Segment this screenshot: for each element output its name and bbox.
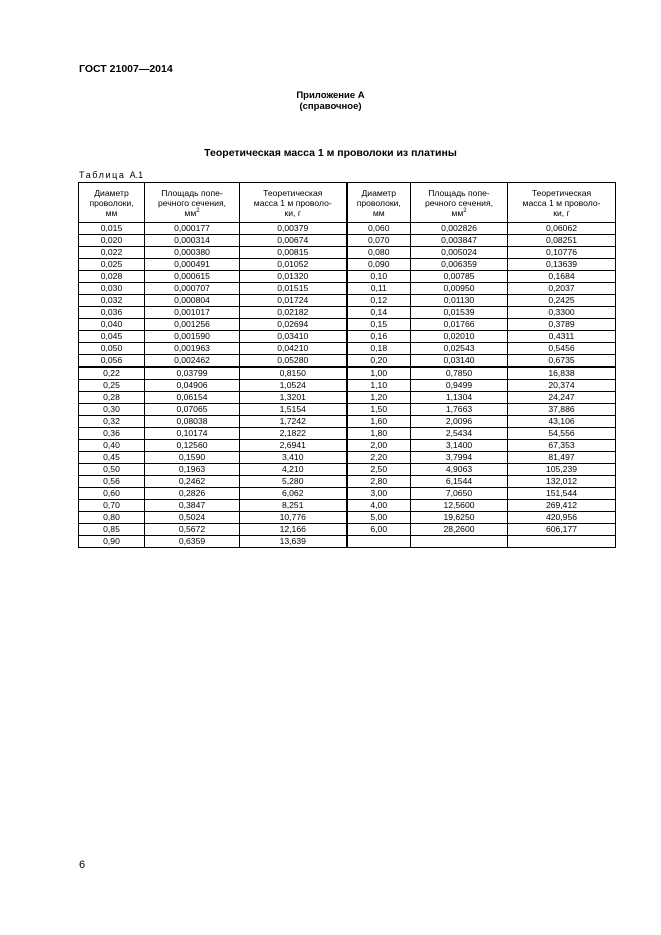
cell-area: 0,07065 bbox=[145, 404, 240, 416]
table-row bbox=[79, 416, 616, 428]
cell-diameter-2: 5,00 bbox=[347, 512, 411, 524]
cell-mass: 10,776 bbox=[240, 512, 347, 524]
cell-area: 0,03799 bbox=[145, 367, 240, 380]
header-diameter-2: Диаметр проволоки, мм bbox=[347, 183, 411, 223]
cell-area-2: 1,7663 bbox=[411, 404, 508, 416]
cell-area-2: 0,005024 bbox=[411, 247, 508, 259]
cell-diameter: 0,28 bbox=[79, 392, 145, 404]
cell-mass: 1,0524 bbox=[240, 380, 347, 392]
cell-diameter-2: 0,12 bbox=[347, 295, 411, 307]
cell-diameter: 0,050 bbox=[79, 343, 145, 355]
cell-area-2: 0,03140 bbox=[411, 355, 508, 368]
cell-mass: 0,8150 bbox=[240, 367, 347, 380]
cell-mass-2: 0,1684 bbox=[508, 271, 616, 283]
cell-area-2: 2,5434 bbox=[411, 428, 508, 440]
cell-mass-2: 0,2425 bbox=[508, 295, 616, 307]
cell-area: 0,04906 bbox=[145, 380, 240, 392]
header-diameter: Диаметр проволоки, мм bbox=[79, 183, 145, 223]
cell-area-2: 0,7850 bbox=[411, 367, 508, 380]
table-row bbox=[79, 440, 616, 452]
cell-area: 0,000314 bbox=[145, 235, 240, 247]
header-area-2: Площадь попе- речного сечения, $мм^2$ bbox=[411, 183, 508, 223]
cell-mass-2: 37,886 bbox=[508, 404, 616, 416]
cell-area: 0,6359 bbox=[145, 536, 240, 548]
cell-mass: 0,03410 bbox=[240, 331, 347, 343]
cell-area-2: 3,7994 bbox=[411, 452, 508, 464]
cell-diameter-2 bbox=[347, 536, 411, 548]
cell-diameter: 0,56 bbox=[79, 476, 145, 488]
table-row bbox=[79, 343, 616, 355]
cell-diameter: 0,22 bbox=[79, 367, 145, 380]
cell-area: 0,1963 bbox=[145, 464, 240, 476]
cell-mass: 3,410 bbox=[240, 452, 347, 464]
cell-diameter: 0,45 bbox=[79, 452, 145, 464]
cell-area-2: 28,2600 bbox=[411, 524, 508, 536]
cell-area: 0,000707 bbox=[145, 283, 240, 295]
cell-mass-2: 151,544 bbox=[508, 488, 616, 500]
table-row bbox=[79, 295, 616, 307]
cell-area: 0,000615 bbox=[145, 271, 240, 283]
cell-diameter-2: 0,15 bbox=[347, 319, 411, 331]
cell-mass-2: 132,012 bbox=[508, 476, 616, 488]
wire-mass-table bbox=[78, 182, 616, 548]
cell-mass-2: 20,374 bbox=[508, 380, 616, 392]
cell-mass-2: 0,2037 bbox=[508, 283, 616, 295]
cell-area: 0,001590 bbox=[145, 331, 240, 343]
cell-diameter-2: 0,20 bbox=[347, 355, 411, 368]
cell-diameter-2: 1,50 bbox=[347, 404, 411, 416]
table-row bbox=[79, 235, 616, 247]
header-mass-2: Теоретическая масса 1 м проволо- ки, г bbox=[508, 183, 616, 223]
cell-mass-2: 67,353 bbox=[508, 440, 616, 452]
cell-area: 0,000380 bbox=[145, 247, 240, 259]
cell-area: 0,5024 bbox=[145, 512, 240, 524]
cell-diameter-2: 0,070 bbox=[347, 235, 411, 247]
cell-diameter: 0,90 bbox=[79, 536, 145, 548]
cell-diameter-2: 4,00 bbox=[347, 500, 411, 512]
cell-mass-2: 0,3300 bbox=[508, 307, 616, 319]
cell-area: 0,000804 bbox=[145, 295, 240, 307]
cell-diameter: 0,80 bbox=[79, 512, 145, 524]
cell-mass-2: 0,4311 bbox=[508, 331, 616, 343]
cell-area: 0,001256 bbox=[145, 319, 240, 331]
table-row bbox=[79, 512, 616, 524]
cell-mass: 4,210 bbox=[240, 464, 347, 476]
cell-mass: 0,01515 bbox=[240, 283, 347, 295]
cell-diameter-2: 6,00 bbox=[347, 524, 411, 536]
cell-mass: 0,01052 bbox=[240, 259, 347, 271]
table-row bbox=[79, 428, 616, 440]
cell-area-2: 3,1400 bbox=[411, 440, 508, 452]
cell-diameter-2: 0,14 bbox=[347, 307, 411, 319]
table-body bbox=[79, 223, 616, 548]
cell-mass-2: 0,06062 bbox=[508, 223, 616, 235]
table-caption-number: А.1 bbox=[129, 170, 144, 180]
cell-diameter: 0,030 bbox=[79, 283, 145, 295]
cell-diameter: 0,40 bbox=[79, 440, 145, 452]
cell-mass: 1,3201 bbox=[240, 392, 347, 404]
cell-mass: 6,062 bbox=[240, 488, 347, 500]
cell-mass-2: 420,956 bbox=[508, 512, 616, 524]
cell-mass: 0,01320 bbox=[240, 271, 347, 283]
cell-mass: 0,00815 bbox=[240, 247, 347, 259]
table-row bbox=[79, 259, 616, 271]
appendix-subtitle: (справочное) bbox=[299, 101, 362, 112]
table-row bbox=[79, 476, 616, 488]
cell-area-2: 7,0650 bbox=[411, 488, 508, 500]
table-row bbox=[79, 404, 616, 416]
cell-area-2: 0,9499 bbox=[411, 380, 508, 392]
cell-mass-2: 0,5456 bbox=[508, 343, 616, 355]
cell-diameter: 0,60 bbox=[79, 488, 145, 500]
cell-mass: 12,166 bbox=[240, 524, 347, 536]
cell-diameter-2: 1,80 bbox=[347, 428, 411, 440]
cell-diameter-2: 2,00 bbox=[347, 440, 411, 452]
cell-mass: 0,05280 bbox=[240, 355, 347, 368]
table-caption-label: Таблица bbox=[79, 170, 126, 180]
cell-mass: 0,00379 bbox=[240, 223, 347, 235]
cell-area: 0,000491 bbox=[145, 259, 240, 271]
cell-diameter: 0,30 bbox=[79, 404, 145, 416]
cell-mass: 5,280 bbox=[240, 476, 347, 488]
cell-area-2: 2,0096 bbox=[411, 416, 508, 428]
cell-diameter-2: 1,00 bbox=[347, 367, 411, 380]
cell-mass: 1,5154 bbox=[240, 404, 347, 416]
cell-mass: 2,6941 bbox=[240, 440, 347, 452]
cell-mass-2: 0,10776 bbox=[508, 247, 616, 259]
cell-area: 0,002462 bbox=[145, 355, 240, 368]
table-row bbox=[79, 392, 616, 404]
cell-area-2: 0,02010 bbox=[411, 331, 508, 343]
cell-area-2: 1,1304 bbox=[411, 392, 508, 404]
cell-area-2: 0,003847 bbox=[411, 235, 508, 247]
table-row bbox=[79, 380, 616, 392]
table-row bbox=[79, 452, 616, 464]
cell-area: 0,001963 bbox=[145, 343, 240, 355]
cell-diameter: 0,036 bbox=[79, 307, 145, 319]
table-row bbox=[79, 500, 616, 512]
cell-mass-2: 269,412 bbox=[508, 500, 616, 512]
cell-area: 0,001017 bbox=[145, 307, 240, 319]
cell-diameter-2: 2,80 bbox=[347, 476, 411, 488]
cell-area: 0,12560 bbox=[145, 440, 240, 452]
cell-diameter: 0,25 bbox=[79, 380, 145, 392]
cell-diameter-2: 0,16 bbox=[347, 331, 411, 343]
cell-area-2: 0,00785 bbox=[411, 271, 508, 283]
table-row bbox=[79, 355, 616, 368]
table-row bbox=[79, 536, 616, 548]
cell-diameter: 0,045 bbox=[79, 331, 145, 343]
cell-mass-2: 105,239 bbox=[508, 464, 616, 476]
cell-diameter-2: 0,080 bbox=[347, 247, 411, 259]
cell-area-2: 0,006359 bbox=[411, 259, 508, 271]
cell-diameter: 0,028 bbox=[79, 271, 145, 283]
cell-diameter: 0,025 bbox=[79, 259, 145, 271]
cell-mass-2: 0,08251 bbox=[508, 235, 616, 247]
cell-area-2: 0,002826 bbox=[411, 223, 508, 235]
cell-diameter-2: 3,00 bbox=[347, 488, 411, 500]
table-row bbox=[79, 319, 616, 331]
cell-mass-2: 54,556 bbox=[508, 428, 616, 440]
cell-area-2: 19,6250 bbox=[411, 512, 508, 524]
cell-area: 0,08038 bbox=[145, 416, 240, 428]
table-row bbox=[79, 271, 616, 283]
table-row bbox=[79, 367, 616, 380]
cell-area: 0,2826 bbox=[145, 488, 240, 500]
cell-area: 0,5672 bbox=[145, 524, 240, 536]
cell-diameter-2: 2,20 bbox=[347, 452, 411, 464]
cell-area-2 bbox=[411, 536, 508, 548]
cell-area-2: 0,01130 bbox=[411, 295, 508, 307]
cell-area: 0,2462 bbox=[145, 476, 240, 488]
cell-mass: 0,01724 bbox=[240, 295, 347, 307]
cell-mass: 0,02182 bbox=[240, 307, 347, 319]
table-row bbox=[79, 283, 616, 295]
cell-area-2: 4,9063 bbox=[411, 464, 508, 476]
cell-mass-2 bbox=[508, 536, 616, 548]
cell-mass: 13,639 bbox=[240, 536, 347, 548]
cell-diameter: 0,015 bbox=[79, 223, 145, 235]
cell-mass-2: 0,6735 bbox=[508, 355, 616, 368]
cell-mass-2: 24,247 bbox=[508, 392, 616, 404]
cell-diameter: 0,36 bbox=[79, 428, 145, 440]
cell-diameter-2: 0,090 bbox=[347, 259, 411, 271]
cell-area-2: 6,1544 bbox=[411, 476, 508, 488]
appendix-title: Приложение А bbox=[296, 90, 365, 101]
cell-mass-2: 0,13639 bbox=[508, 259, 616, 271]
cell-area-2: 0,01766 bbox=[411, 319, 508, 331]
cell-mass-2: 606,177 bbox=[508, 524, 616, 536]
cell-mass: 8,251 bbox=[240, 500, 347, 512]
cell-diameter: 0,020 bbox=[79, 235, 145, 247]
cell-mass-2: 81,497 bbox=[508, 452, 616, 464]
cell-diameter-2: 0,10 bbox=[347, 271, 411, 283]
cell-area-2: 12,5600 bbox=[411, 500, 508, 512]
cell-area-2: 0,00950 bbox=[411, 283, 508, 295]
cell-mass: 0,00674 bbox=[240, 235, 347, 247]
page-number: 6 bbox=[79, 859, 86, 871]
cell-diameter-2: 0,11 bbox=[347, 283, 411, 295]
cell-diameter-2: 1,20 bbox=[347, 392, 411, 404]
cell-diameter-2: 1,60 bbox=[347, 416, 411, 428]
cell-area: 0,06154 bbox=[145, 392, 240, 404]
cell-diameter-2: 2,50 bbox=[347, 464, 411, 476]
cell-diameter-2: 0,18 bbox=[347, 343, 411, 355]
cell-area: 0,3847 bbox=[145, 500, 240, 512]
cell-diameter: 0,85 bbox=[79, 524, 145, 536]
cell-mass-2: 0,3789 bbox=[508, 319, 616, 331]
document-code: ГОСТ 21007—2014 bbox=[79, 63, 173, 75]
cell-area: 0,000177 bbox=[145, 223, 240, 235]
cell-mass: 1,7242 bbox=[240, 416, 347, 428]
header-mass: Теоретическая масса 1 м проволо- ки, г bbox=[240, 183, 347, 223]
table-row bbox=[79, 488, 616, 500]
cell-mass-2: 16,838 bbox=[508, 367, 616, 380]
cell-area: 0,1590 bbox=[145, 452, 240, 464]
cell-mass: 2,1822 bbox=[240, 428, 347, 440]
table-row bbox=[79, 524, 616, 536]
cell-area: 0,10174 bbox=[145, 428, 240, 440]
cell-diameter: 0,32 bbox=[79, 416, 145, 428]
table-row bbox=[79, 247, 616, 259]
cell-diameter: 0,032 bbox=[79, 295, 145, 307]
table-row bbox=[79, 331, 616, 343]
table-heading: Теоретическая масса 1 м проволоки из платины bbox=[204, 147, 457, 159]
header-area: Площадь попе- речного сечения, $мм^2$ bbox=[145, 183, 240, 223]
cell-diameter-2: 0,060 bbox=[347, 223, 411, 235]
table-header-row bbox=[79, 183, 616, 223]
appendix-heading bbox=[0, 90, 661, 112]
table-row bbox=[79, 464, 616, 476]
cell-mass: 0,02694 bbox=[240, 319, 347, 331]
table-row bbox=[79, 223, 616, 235]
table-row bbox=[79, 307, 616, 319]
cell-area-2: 0,02543 bbox=[411, 343, 508, 355]
cell-diameter: 0,70 bbox=[79, 500, 145, 512]
table-caption bbox=[79, 170, 143, 180]
cell-mass-2: 43,106 bbox=[508, 416, 616, 428]
cell-diameter: 0,50 bbox=[79, 464, 145, 476]
cell-diameter: 0,056 bbox=[79, 355, 145, 368]
cell-area-2: 0,01539 bbox=[411, 307, 508, 319]
cell-diameter: 0,022 bbox=[79, 247, 145, 259]
cell-diameter: 0,040 bbox=[79, 319, 145, 331]
cell-mass: 0,04210 bbox=[240, 343, 347, 355]
cell-diameter-2: 1,10 bbox=[347, 380, 411, 392]
